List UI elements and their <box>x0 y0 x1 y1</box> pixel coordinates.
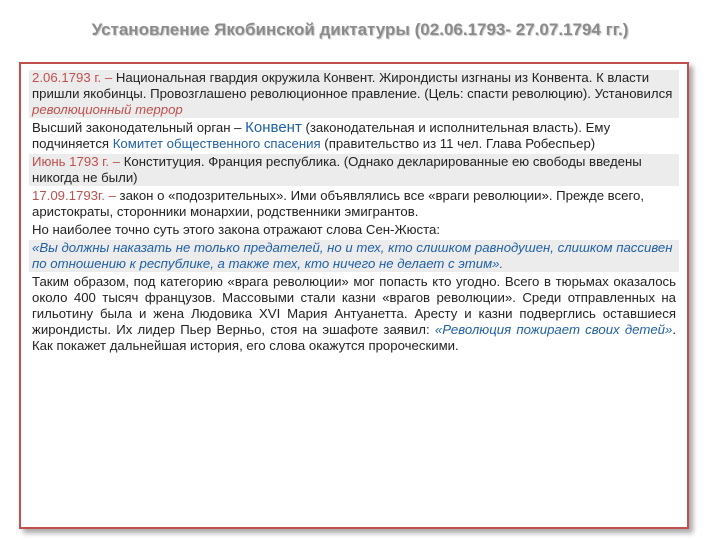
paragraph-suspects-law <box>29 188 679 220</box>
date-sept-17: 17.09.1793г. – <box>32 188 116 203</box>
paragraph-coup <box>29 70 679 118</box>
constitution-text: Конституция. Франция республика. (Однако декларированные ею свободы введены никогда не были) <box>32 154 642 185</box>
konvent-end: (правительство из 11 чел. Глава Робеспьер) <box>320 136 596 151</box>
paragraph-saint-just-quote <box>29 240 679 272</box>
saint-just-intro-text: Но наиболее точно суть этого закона отражают слова Сен-Жюста: <box>32 222 440 237</box>
vergniaud-quote: «Революция пожирает своих детей» <box>434 322 673 337</box>
coup-text: Национальная гвардия окружила Конвент. Жирондисты изгнаны из Конвента. К власти пришли якобинцы. Провозглашено революционное правление. (Цель: спасти революцию). Установился <box>32 70 673 101</box>
date-june-2: 2.06.1793 г. – <box>32 70 113 85</box>
committee-highlight: Комитет общественного спасения <box>112 136 321 151</box>
content-panel <box>19 62 689 529</box>
paragraph-saint-just-intro <box>29 222 679 238</box>
conclusion-end: . Как покажет дальнейшая история, его слова окажутся пророческими. <box>32 322 676 353</box>
paragraph-constitution <box>29 154 679 186</box>
paragraph-konvent <box>29 120 679 152</box>
paragraph-conclusion <box>29 274 679 354</box>
konvent-mid: (законодательная и исполнительная власть). Ему подчиняется <box>32 120 611 151</box>
konvent-highlight: Конвент <box>245 119 302 136</box>
conclusion-text: Таким образом, под категорию «врага революции» мог попасть кто угодно. Всего в тюрьмах оказалось около 400 тысяч французов. Массовыми стали казни «врагов революции». Среди отправленных на гильотину была и жена Людовика XVI Мария Антуанетта. Аресту и казни подверглись оставшиеся жирондисты. Их лидер Пьер Верньо, стоя на эшафоте заявил: <box>32 274 676 337</box>
slide-title: Установление Якобинской диктатуры (02.06.1793- 27.07.1794 гг.) <box>91 20 629 39</box>
saint-just-quote: «Вы должны наказать не только предателей, но и тех, кто слишком равнодушен, слишком пассивен по отношению к республике, а также тех, кто ничего не делает с этим». <box>32 240 673 271</box>
suspects-law-text: закон о «подозрительных». Ими объявлялись все «враги революции». Прежде всего, аристократы, сторонники монархии, родственники эмигрантов. <box>32 188 644 219</box>
date-june-1793: Июнь 1793 г. – <box>32 154 121 169</box>
konvent-intro: Высший законодательный орган – <box>32 120 246 135</box>
terror-highlight: революционный террор <box>32 102 183 117</box>
